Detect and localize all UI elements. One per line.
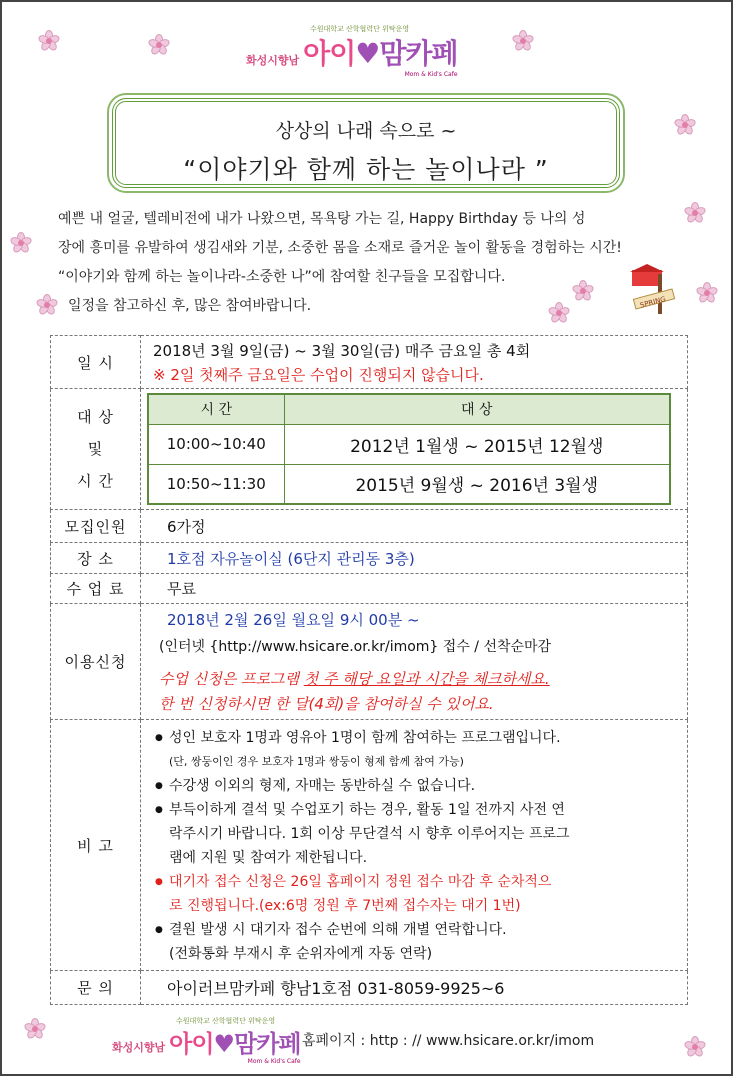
date-note: ※ 2일 첫째주 금요일은 수업이 진행되지 않습니다. <box>153 365 484 384</box>
recruit-value: 6가정 <box>141 510 688 543</box>
table-row <box>51 971 688 1005</box>
note-item: ● 결원 발생 시 대기자 접수 순번에 의해 개별 연락합니다. <box>155 918 679 942</box>
schedule-header-row <box>148 394 670 424</box>
logo-english-text: Mom & Kid's Cafe <box>247 1058 301 1065</box>
schedule-row <box>148 464 670 504</box>
cherry-blossom-icon <box>10 232 32 254</box>
schedule-table <box>147 393 671 505</box>
schedule-header-target: 대 상 <box>284 394 670 424</box>
title-box <box>112 98 620 188</box>
contact-label: 문 의 <box>51 971 141 1005</box>
title-line-1: 상상의 나래 속으로 ~ <box>275 120 457 142</box>
note-sub-item: (단, 쌍둥이인 경우 보호자 1명과 쌍둥이 형제 함께 참여 가능) <box>169 755 464 768</box>
note-continuation: 램에 지원 및 참여가 제한됩니다. <box>169 850 368 866</box>
table-row <box>51 720 688 971</box>
logo-region-text: 화성시향남 <box>112 1041 166 1054</box>
sign-text: SPRING <box>639 295 667 310</box>
note-item: ● 수강생 이외의 형제, 자매는 동반하실 수 없습니다. <box>155 774 679 798</box>
cherry-blossom-icon <box>148 34 170 56</box>
note-item: ● 성인 보호자 1명과 영유아 1명이 함께 참여하는 프로그램입니다. <box>155 726 679 750</box>
logo-english-text: Mom & Kid's Cafe <box>404 71 458 78</box>
note-item: ● 대기자 접수 신청은 26일 홈페이지 정원 접수 마감 후 순차적으 <box>155 870 679 894</box>
spring-sign-icon <box>626 264 682 318</box>
schedule-target: 2015년 9월생 ~ 2016년 3월생 <box>284 464 670 504</box>
apply-notice-1: 수업 신청은 프로그램 첫 주 해당 요일과 시간을 체크하세요. <box>159 670 550 688</box>
apply-notice-2: 한 번 신청하시면 한 달(4회)을 참여하실 수 있어요. <box>159 695 494 713</box>
note-item: ● 부득이하게 결석 및 수업포기 하는 경우, 활동 1일 전까지 사전 연 <box>155 798 679 822</box>
info-table <box>50 335 688 1005</box>
notes-label: 비 고 <box>51 720 141 971</box>
logo-operator-text: 수원대학교 산학협력단 위탁운영 <box>310 25 410 33</box>
intro-line: 예쁜 내 얼굴, 텔레비전에 내가 나왔으면, 목욕탕 가는 길, Happy Birthday 등 나의 성 <box>58 211 586 227</box>
schedule-header-time: 시 간 <box>148 394 284 424</box>
schedule-cell <box>141 389 688 510</box>
homepage-link[interactable]: 홈페이지 : http : // www.hsicare.or.kr/imom <box>302 1033 595 1049</box>
apply-method: (인터넷 {http://www.hsicare.or.kr/imom} 접수 / 선착순마감 <box>159 639 552 655</box>
cherry-blossom-icon <box>38 30 60 52</box>
apply-label: 이용신청 <box>51 604 141 720</box>
footer-logo <box>112 1017 301 1065</box>
cherry-blossom-icon <box>684 1036 706 1058</box>
note-continuation: 락주시기 바랍니다. 1회 이상 무단결석 시 향후 이루어지는 프로그 <box>169 826 570 842</box>
logo-operator-text: 수원대학교 산학협력단 위탁운영 <box>176 1017 276 1025</box>
table-row <box>51 336 688 389</box>
target-label: 대 상 및 시 간 <box>51 389 141 510</box>
apply-cell <box>141 604 688 720</box>
cherry-blossom-icon <box>674 114 696 136</box>
date-label: 일 시 <box>51 336 141 389</box>
intro-line: “이야기와 함께 하는 놀이나라-소중한 나”에 참여할 친구들을 모집합니다. <box>58 269 506 285</box>
apply-date: 2018년 2월 26일 월요일 9시 00분 ~ <box>167 611 420 629</box>
intro-line: 장에 흥미를 유발하여 생김새와 기분, 소중한 몸을 소재로 즐거운 놀이 활동을 경험하는 시간! <box>58 240 622 256</box>
logo-region-text: 화성시향남 <box>246 54 300 67</box>
notes-cell <box>141 720 688 971</box>
recruit-label: 모집인원 <box>51 510 141 543</box>
contact-value: 아이러브맘카페 향남1호점 031-8059-9925~6 <box>141 971 688 1005</box>
table-row <box>51 604 688 720</box>
schedule-time: 10:00~10:40 <box>148 424 284 464</box>
schedule-time: 10:50~11:30 <box>148 464 284 504</box>
date-value: 2018년 3월 9일(금) ~ 3월 30일(금) 매주 금요일 총 4회 <box>153 341 531 360</box>
note-continuation: (전화통화 부재시 후 순위자에게 자동 연락) <box>169 946 433 962</box>
fee-label: 수 업 료 <box>51 574 141 604</box>
cherry-blossom-icon <box>696 282 718 304</box>
logo-name: 아이♥맘카페 <box>303 37 458 70</box>
footer <box>102 1017 662 1065</box>
title-line-2: “이야기와 함께 하는 놀이나라 ” <box>183 155 549 184</box>
notes-list <box>141 720 687 970</box>
table-row <box>51 543 688 574</box>
place-value: 1호점 자유놀이실 (6단지 관리동 3층) <box>141 543 688 574</box>
cherry-blossom-icon <box>512 30 534 52</box>
place-label: 장 소 <box>51 543 141 574</box>
intro-line: 일정을 참고하신 후, 많은 참여바랍니다. <box>68 298 312 314</box>
heart-icon: ♥ <box>355 37 380 70</box>
logo-name: 아이♥맘카페 <box>169 1030 301 1058</box>
cherry-blossom-icon <box>24 1018 46 1040</box>
table-row <box>51 389 688 510</box>
date-cell <box>141 336 688 389</box>
heart-icon: ♥ <box>213 1030 235 1058</box>
intro-text <box>58 205 688 321</box>
fee-value: 무료 <box>141 574 688 604</box>
cherry-blossom-icon <box>36 294 58 316</box>
schedule-target: 2012년 1월생 ~ 2015년 12월생 <box>284 424 670 464</box>
cafe-logo <box>246 25 458 78</box>
note-continuation: 로 진행됩니다.(ex:6명 정원 후 7번째 접수자는 대기 1번) <box>169 898 521 914</box>
schedule-row <box>148 424 670 464</box>
table-row <box>51 510 688 543</box>
table-row <box>51 574 688 604</box>
